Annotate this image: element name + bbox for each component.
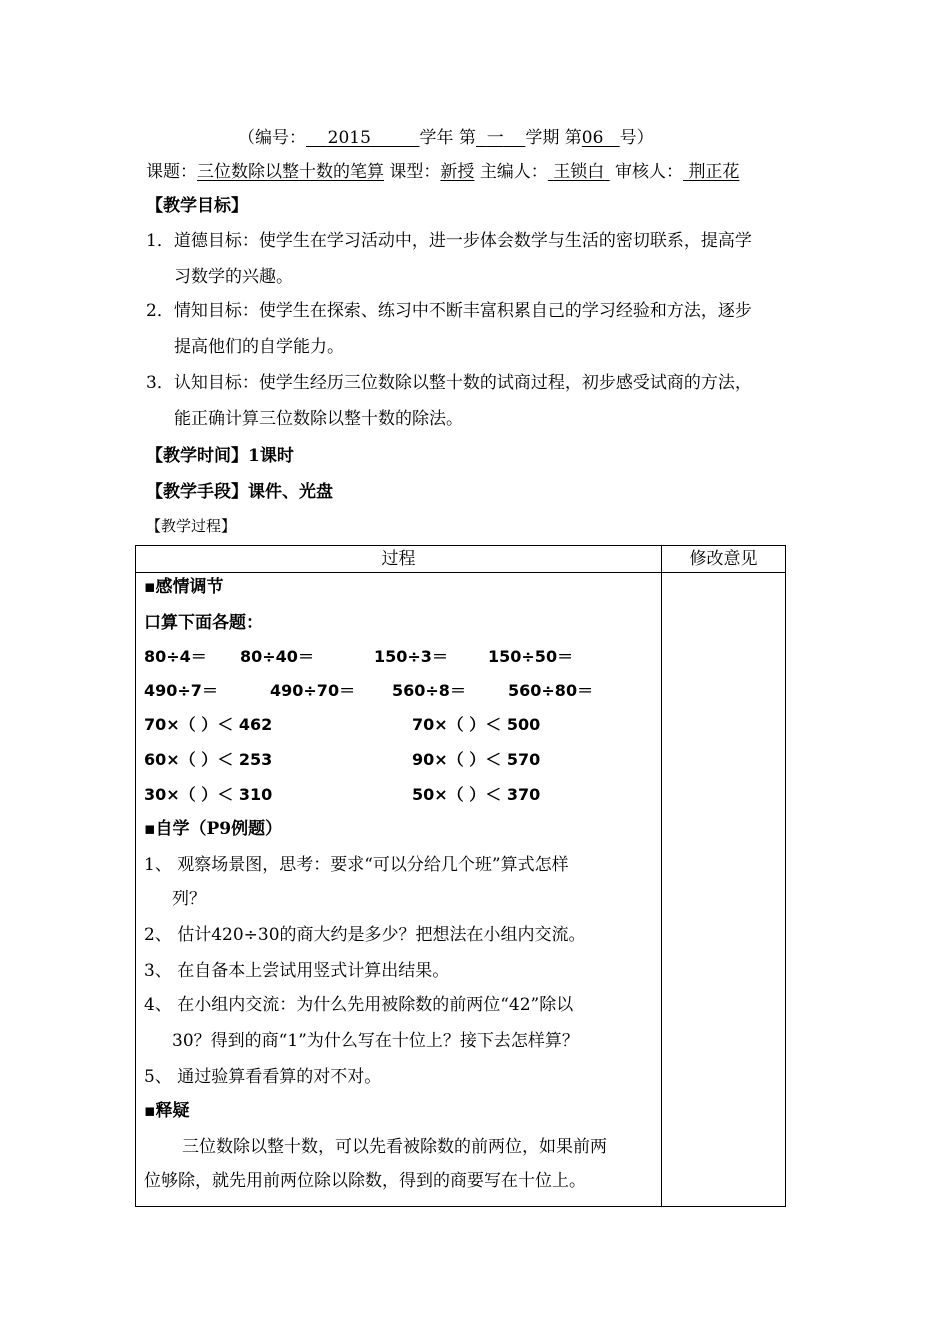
process-content-cell: ▪感情调节 口算下面各题： 80÷4＝ 80÷40＝ 150÷3＝ 150÷50＝ 490÷7＝ 490÷70＝ 560÷8＝ 560÷80＝ 70×（ ）＜ 462 70×（ ）＜ 500 60×（ ）＜ 253 90×（ ）＜ 570 30×（ ）＜ 310 50×（ ）＜ 370 ▪自学（P9例题） 1、 观察场景图，思考：要求“可以分给几个班”算式怎样 列？ 2、 估计420÷30的商大约是多少？把想法在小组内交流。 3、 在自备本上尝试用竖式计算出结果。 4、 在小组内交流：为什么先用被除数的前两位“42”除以 30？得到的商“1”为什么写在十位上？接下去怎样算？ 5、 通过验算看看算的对不对。 ▪释疑 三位数除以整十数，可以先看被除数的前两位，如果前两 位够除，就先用前两位除以除数，得到的商要写在十位上。 bbox=[136, 573, 662, 1207]
goal-item: 3．认知目标：使学生经历三位数除以整十数的试商过程，初步感受试商的方法， 能正确计算三位数除以整十数的除法。 bbox=[146, 373, 752, 429]
study-step: 4、 在小组内交流：为什么先用被除数的前两位“42”除以 bbox=[144, 995, 574, 1015]
goals-heading: 【教学目标】 bbox=[146, 196, 248, 216]
editor-value: 王锁白 bbox=[553, 162, 605, 182]
study-step-cont: 列？ bbox=[172, 889, 206, 909]
reviewer-value: 荆正花 bbox=[688, 162, 740, 182]
notes-column-header: 修改意见 bbox=[662, 546, 786, 573]
teaching-means: 【教学手段】课件、光盘 bbox=[146, 482, 333, 502]
section-self-study: ▪自学（P9例题） bbox=[144, 819, 283, 839]
year-suffix: 学年 第 bbox=[419, 128, 476, 148]
teaching-time: 【教学时间】1课时 bbox=[146, 446, 294, 466]
type-label: 课型： bbox=[389, 162, 441, 182]
section-explain: ▪释疑 bbox=[144, 1101, 190, 1121]
topic-label: 课题： bbox=[146, 162, 197, 182]
study-step-cont: 30？得到的商“1”为什么写在十位上？接下去怎样算？ bbox=[172, 1031, 579, 1051]
process-table bbox=[135, 545, 786, 1207]
number-suffix: 号） bbox=[619, 128, 654, 148]
process-column-header: 过程 bbox=[136, 546, 662, 573]
term-suffix: 学期 第 bbox=[525, 128, 582, 148]
oral-calc-title: 口算下面各题： bbox=[144, 613, 263, 633]
header-prefix: （编号： bbox=[238, 128, 306, 148]
lesson-number: 06 bbox=[581, 128, 604, 148]
study-step: 3、 在自备本上尝试用竖式计算出结果。 bbox=[144, 961, 450, 981]
editor-label: 主编人： bbox=[479, 162, 548, 182]
study-step: 1、 观察场景图，思考：要求“可以分给几个班”算式怎样 bbox=[144, 855, 569, 875]
type-value: 新授 bbox=[440, 162, 475, 182]
course-info-line bbox=[146, 160, 739, 184]
notes-cell[interactable] bbox=[662, 573, 786, 1207]
school-year: 2015 bbox=[327, 128, 371, 148]
term-number: 一 bbox=[486, 128, 504, 148]
topic-value: 三位数除以整十数的笔算 bbox=[197, 162, 384, 182]
document-number-line bbox=[238, 126, 654, 150]
explain-text-line: 位够除，就先用前两位除以除数，得到的商要写在十位上。 bbox=[144, 1171, 586, 1191]
process-heading: 【教学过程】 bbox=[146, 517, 237, 535]
section-warmup: ▪感情调节 bbox=[144, 577, 224, 597]
goal-item: 1．道德目标：使学生在学习活动中，进一步体会数学与生活的密切联系，提高学 习数学的兴趣。 bbox=[146, 231, 752, 287]
study-step: 2、 估计420÷30的商大约是多少？把想法在小组内交流。 bbox=[144, 925, 586, 945]
explain-text-line: 三位数除以整十数，可以先看被除数的前两位，如果前两 bbox=[182, 1137, 607, 1157]
reviewer-label: 审核人： bbox=[615, 162, 684, 182]
goal-item: 2．情知目标：使学生在探索、练习中不断丰富积累自己的学习经验和方法，逐步 提高他们的自学能力。 bbox=[146, 301, 752, 357]
study-step: 5、 通过验算看看算的对不对。 bbox=[144, 1067, 382, 1087]
